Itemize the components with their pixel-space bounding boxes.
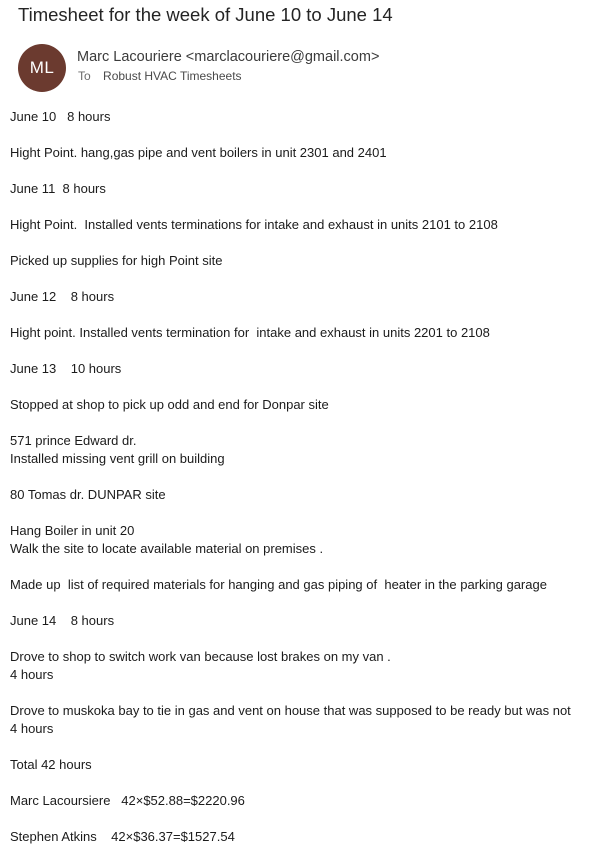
recipient-name[interactable]: Robust HVAC Timesheets	[103, 69, 242, 83]
body-paragraph: June 11 8 hours	[10, 181, 106, 196]
body-paragraph: Marc Lacoursiere 42×$52.88=$2220.96	[10, 793, 245, 808]
email-subject: Timesheet for the week of June 10 to June 14	[18, 4, 393, 25]
body-paragraph: Stephen Atkins 42×$36.37=$1527.54	[10, 829, 235, 844]
sender-initials: ML	[29, 58, 55, 77]
body-paragraph: 80 Tomas dr. DUNPAR site	[10, 487, 166, 502]
body-paragraph: Total 42 hours	[10, 757, 92, 772]
body-paragraph: June 13 10 hours	[10, 361, 122, 376]
body-paragraph: Drove to shop to switch work van because lost brakes on my van . 4 hours	[10, 649, 391, 682]
body-paragraph: Hight Point. Installed vents terminations for intake and exhaust in units 2101 to 2108	[10, 217, 498, 232]
body-paragraph: Made up list of required materials for hanging and gas piping of heater in the parking garage	[10, 577, 547, 592]
recipient-row	[78, 69, 242, 83]
body-paragraph: June 10 8 hours	[10, 109, 111, 124]
body-paragraph: Hang Boiler in unit 20 Walk the site to locate available material on premises .	[10, 523, 324, 556]
body-paragraph: June 12 8 hours	[10, 289, 115, 304]
to-label: To	[78, 69, 91, 83]
body-paragraph: Picked up supplies for high Point site	[10, 253, 223, 268]
body-paragraph: 571 prince Edward dr. Installed missing vent grill on building	[10, 433, 225, 466]
body-paragraph: Stopped at shop to pick up odd and end for Donpar site	[10, 397, 329, 412]
body-paragraph: Hight point. Installed vents termination for intake and exhaust in units 2201 to 2108	[10, 325, 490, 340]
email-body	[10, 108, 600, 864]
sender-name-email[interactable]: Marc Lacouriere <marclacouriere@gmail.com>	[77, 49, 380, 65]
sender-avatar[interactable]	[18, 44, 66, 92]
body-paragraph: Drove to muskoka bay to tie in gas and vent on house that was supposed to be ready but was not 4 hours	[10, 703, 571, 736]
body-paragraph: Hight Point. hang,gas pipe and vent boilers in unit 2301 and 2401	[10, 145, 387, 160]
body-paragraph: June 14 8 hours	[10, 613, 115, 628]
